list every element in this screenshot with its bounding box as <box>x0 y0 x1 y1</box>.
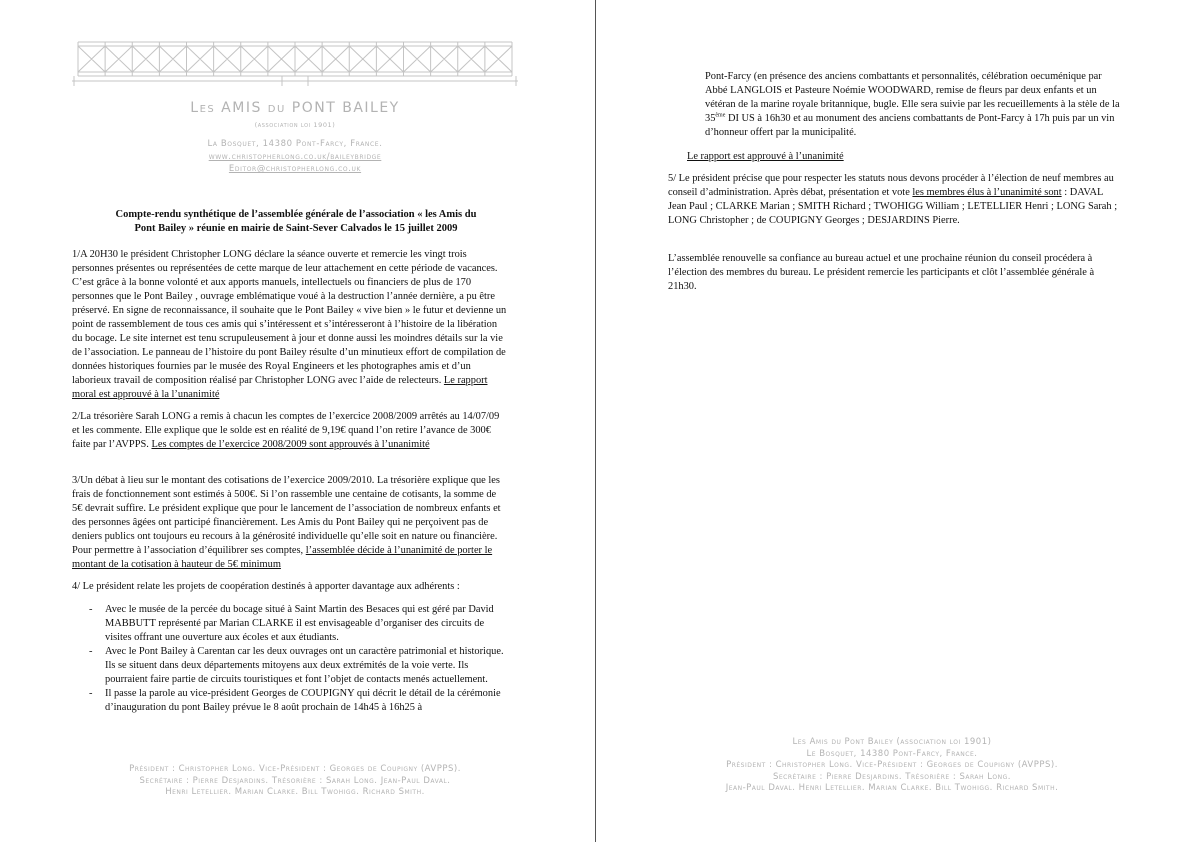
item-4-resolution: Le rapport est approuvé à l’unanimité <box>687 151 844 162</box>
item-5-label: les membres élus à l’unanimité sont <box>912 187 1062 198</box>
ceremony-text-b: DI US à 16h30 et au monument des anciens combattants de Pont-Farcy à 17h puis par un vin d’honneur offert par la municipalité. <box>705 113 1115 138</box>
footer-line: Secrétaire : Pierre Desjardins. Trésorière : Sarah Long. <box>772 771 1011 782</box>
footer-left <box>72 764 518 799</box>
list-item: - Avec le musée de la percée du bocage situé à Saint Martin des Besaces qui est géré par David MABBUTT représenté par Marian CLARKE il est envisageable d’organiser des circuits de visites offrant une ouverture aux écoles et aux étudiants. <box>89 603 509 645</box>
elected-members: : DAVAL Jean Paul ; CLARKE Marian ; SMITH Richard ; TWOHIGG William ; LETELLIER Henri ; LONG Sarah ; LONG Christopher ; de COUPIGNY Georges ; DESJARDINS Pierre. <box>668 187 1118 226</box>
item-3-paragraph <box>72 474 508 572</box>
page-divider <box>595 0 596 842</box>
item-1-paragraph <box>72 248 508 402</box>
footer-line: Les Amis du Pont Bailey (association loi 1901) <box>792 737 992 747</box>
page-2 <box>597 0 1184 842</box>
item-3-resolution: l’assemblée décide à l’unanimité de porter le montant de la cotisation à hauteur de 5€ minimum <box>72 545 493 570</box>
letterhead-title: Les AMIS du PONT BAILEY <box>190 100 400 116</box>
item-4-intro: 4/ Le président relate les projets de coopération destinés à apporter davantage aux adhérents : <box>72 581 460 592</box>
footer-line: Jean-Paul Daval. Henri Letellier. Marian Clarke. Bill Twohigg. Richard Smith. <box>725 783 1059 793</box>
item-5-paragraph <box>668 172 1118 228</box>
footer-line: Président : Christopher Long. Vice-Président : Georges de Coupigny (AVPPS). <box>129 764 461 774</box>
footer-right <box>657 737 1127 795</box>
footer-line: Henri Letellier. Marian Clarke. Bill Twohigg. Richard Smith. <box>165 787 425 797</box>
footer-line: Le Bosquet, 14380 Pont-Farcy, France. <box>806 748 978 759</box>
item-1-resolution: Le rapport moral est approuvé à la l’unanimité <box>72 375 488 400</box>
document-title-line-2: Pont Bailey » réunie en mairie de Saint-Sever Calvados le 15 juillet 2009 <box>134 223 458 234</box>
item-1-text: 1/A 20H30 le président Christopher LONG déclare la séance ouverte et remercie les vingt trois personnes présentes ou représentées de cette marque de leur attachement en cette période de vacances. C’est grâce à la bonne volonté et aux apports manuels, intellectuels ou financiers de plus de 170 personnes que le Pont Bailey , ouvrage emblématique voué à la destruction l’année dernière, a pu être préservé. En signe de reconnaissance, il souhaite que le Pont Bailey « vive bien » le futur et devienne un point de rassemblement de tous ces amis qui s’intéressent et s’intéresseront à l’histoire de la libération du bocage. Le site internet est tenu scrupuleusement à jour et donne aussi les moindres détails sur la vie de l’association. Le panneau de l’histoire du pont Bailey résulte d’un minutieux effort de compilation de données historiques fournies par le musée des Royal Engineers et les photographes amis et d’un laborieux travail de composition réalisé par Christopher LONG avec l’aide de relecteurs. <box>72 249 507 386</box>
item-2-text: 2/La trésorière Sarah LONG a remis à chacun les comptes de l’exercice 2008/2009 arrêtés au 14/07/09 et les commente. Elle explique que le solde est en réalité de 9,19€ quand l’on retire l’avance de 300€ faite par l’AVPPS. <box>72 411 500 450</box>
item-3-text: 3/Un débat à lieu sur le montant des cotisations de l’exercice 2009/2010. La trésorière explique que les frais de fonctionnement sont estimés à 500€. Si l’on rassemble une centaine de cotisants, la somme de 5€ devrait suffire. Le président explique que pour le lancement de l’association de nombreux enfants et des personnes âgées ont participé financièrement. Les Amis du Pont Bailey qui ne perçoivent pas de deniers publics ont toujours eu recours à la générosité individuelle qu’elle soit en nature ou financière. Pour permettre à l’association d’équilibrer ses comptes, <box>72 475 501 556</box>
footer-line: Secrétaire : Pierre Desjardins. Trésorière : Sarah Long. Jean-Paul Daval. <box>139 775 451 786</box>
ordinal-superscript: ème <box>715 112 726 119</box>
footer-line: Président : Christopher Long. Vice-Président : Georges de Coupigny (AVPPS). <box>726 760 1058 770</box>
list-item: - Avec le Pont Bailey à Carentan car les deux ouvrages ont un caractère patrimonial et historique. Ils se situent dans deux départements mitoyens aux deux extrémités de la voie verte. Ils pourraient faire partie de circuits touristiques et font l’objet de contacts menés actuellement. <box>89 645 509 687</box>
document-title-line-1: Compte-rendu synthétique de l’assemblée générale de l’association « les Amis du <box>115 209 477 220</box>
website-link[interactable]: www.christopherlong.co.uk/baileybridge <box>208 152 382 162</box>
document-title <box>86 208 506 236</box>
letterhead-address: La Bosquet, 14380 Pont-Farcy, France. <box>207 139 383 149</box>
closing-paragraph: L’assemblée renouvelle sa confiance au bureau actuel et une prochaine réunion du conseil procédera à l’élection des membres du bureau. Le président remercie les participants et clôt l’assemblée générale à 21h30. <box>668 253 1095 292</box>
email-link[interactable]: Editor@christopherlong.co.uk <box>228 164 362 174</box>
ceremony-text-a: Pont-Farcy (en présence des anciens combattants et personnalités, célébration oecuménique par Abbé LANGLOIS et Pasteure Noémie WOODWARD, remise de fleurs par deux enfants et un vétéran de la marine royale britannique, bugle. Elle sera suivie par les recueillements à la stèle de la 35 <box>705 71 1120 124</box>
item-2-resolution: Les comptes de l’exercice 2008/2009 sont approuvés à l’unanimité <box>151 439 430 450</box>
bailey-bridge-logo <box>72 32 518 90</box>
item-4-list <box>89 603 509 715</box>
letterhead-subtitle: (association loi 1901) <box>254 121 336 129</box>
item-2-paragraph <box>72 410 508 452</box>
item-4-continuation <box>705 70 1125 140</box>
item-5-text: 5/ Le président précise que pour respecter les statuts nous devons procéder à l’élection de neuf membres au conseil d’administration. Après débat, présentation et vote <box>668 173 1114 198</box>
list-item: - Il passe la parole au vice-président Georges de COUPIGNY qui décrit le détail de la cérémonie d’inauguration du pont Bailey prévue le 8 août prochain de 14h45 à 16h25 à <box>89 687 509 715</box>
